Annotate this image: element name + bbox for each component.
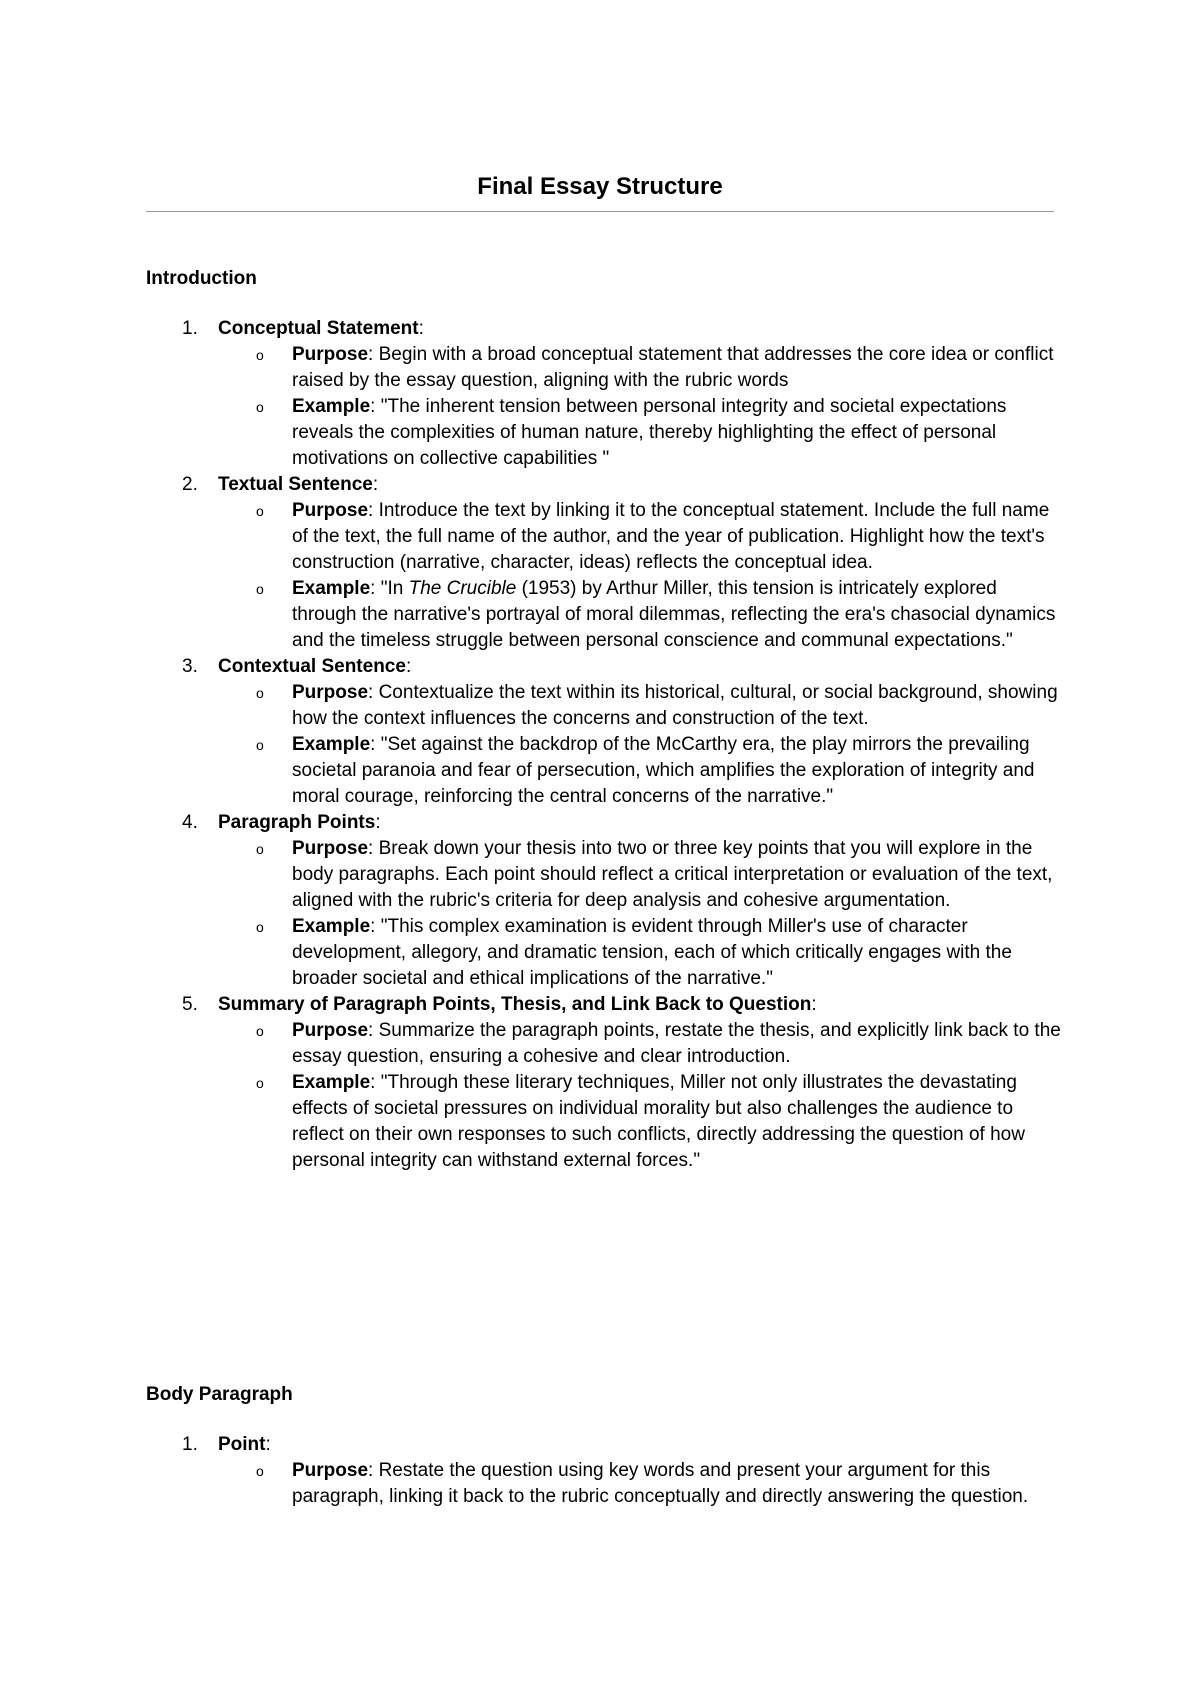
- point-number: 4.: [182, 812, 198, 833]
- sub-list: [146, 342, 1066, 472]
- title-divider: [146, 211, 1054, 212]
- purpose-item: [146, 1458, 1066, 1510]
- example-label: Example: [292, 396, 371, 417]
- purpose-item: [146, 498, 1066, 576]
- sub-list: [146, 836, 1066, 992]
- example-label: Example: [292, 1072, 371, 1093]
- example-item: [146, 732, 1066, 810]
- purpose-item: [146, 1018, 1066, 1070]
- bullet-icon: o: [256, 347, 264, 363]
- point-title: Paragraph Points: [218, 812, 376, 833]
- purpose-label: Purpose: [292, 344, 369, 365]
- example-text: : "The inherent tension between personal integrity and societal expectations reveals the complexities of human nature, thereby highlighting the effect of personal motivations on collective capabilities ": [292, 396, 1007, 469]
- purpose-label: Purpose: [292, 1460, 369, 1481]
- bullet-icon: o: [256, 737, 264, 753]
- point-number: 2.: [182, 474, 198, 495]
- point-colon: :: [375, 812, 381, 833]
- purpose-text: : Restate the question using key words and present your argument for this paragraph, linking it back to the rubric conceptually and directly answering the question.: [292, 1460, 1029, 1507]
- point-colon: :: [265, 1434, 271, 1455]
- point-title: Summary of Paragraph Points, Thesis, and Link Back to Question: [218, 994, 812, 1015]
- list-item: [146, 992, 1066, 1174]
- example-text: : "Through these literary techniques, Miller not only illustrates the devastating effects of societal pressures on individual morality but also challenges the audience to reflect on their own responses to such conflicts, directly addressing the question of how personal integrity can withstand external forces.": [292, 1072, 1025, 1171]
- section-heading-body-paragraph: Body Paragraph: [146, 1384, 293, 1405]
- point-colon: :: [372, 474, 379, 495]
- example-label: Example: [292, 578, 371, 599]
- point-title: Conceptual Statement: [218, 318, 419, 339]
- example-label: Example: [292, 734, 371, 755]
- point-title: Contextual Sentence: [218, 656, 406, 677]
- purpose-item: [146, 342, 1066, 394]
- point-colon: :: [405, 656, 412, 677]
- example-item: [146, 394, 1066, 472]
- bullet-icon: o: [256, 581, 264, 597]
- example-text-before: : "In: [370, 578, 409, 599]
- point-heading: [146, 1432, 1066, 1458]
- point-heading: [146, 810, 1066, 836]
- document-title: Final Essay Structure: [477, 173, 723, 200]
- purpose-label: Purpose: [292, 838, 369, 859]
- section-heading-introduction: Introduction: [146, 268, 257, 289]
- list-item: [146, 316, 1066, 472]
- point-heading: [146, 472, 1066, 498]
- purpose-text: : Summarize the paragraph points, restate the thesis, and explicitly link back to the essay question, ensuring a cohesive and clear introduction.: [292, 1020, 1061, 1067]
- list-item: [146, 472, 1066, 654]
- point-number: 3.: [182, 656, 198, 677]
- point-title: Textual Sentence: [218, 474, 373, 495]
- bullet-icon: o: [256, 1023, 264, 1039]
- point-number: 1.: [182, 318, 198, 339]
- body-paragraph-list: [146, 1432, 1066, 1510]
- point-number: 5.: [182, 994, 198, 1015]
- purpose-label: Purpose: [292, 1020, 369, 1041]
- point-heading: [146, 992, 1066, 1018]
- purpose-text: : Contextualize the text within its historical, cultural, or social background, showing how the context influences the concerns and construction of the text.: [292, 682, 1058, 729]
- sub-list: [146, 1018, 1066, 1174]
- example-label: Example: [292, 916, 371, 937]
- purpose-item: [146, 680, 1066, 732]
- point-colon: :: [811, 994, 817, 1015]
- bullet-icon: o: [256, 685, 264, 701]
- example-text: : "Set against the backdrop of the McCarthy era, the play mirrors the prevailing societal paranoia and fear of persecution, which amplifies the exploration of integrity and moral courage, reinforcing the central concerns of the narrative.": [292, 734, 1035, 807]
- sub-list: [146, 680, 1066, 810]
- example-text: : "This complex examination is evident through Miller's use of character development, allegory, and dramatic tension, each of which critically engages with the broader societal and ethical implications of the narrative.": [292, 916, 1012, 989]
- purpose-label: Purpose: [292, 500, 369, 521]
- bullet-icon: o: [256, 1075, 264, 1091]
- example-item: [146, 1070, 1066, 1174]
- list-item: [146, 1432, 1066, 1510]
- purpose-text: : Begin with a broad conceptual statement that addresses the core idea or conflict raised by the essay question, aligning with the rubric words: [292, 344, 1054, 391]
- example-text-after: (1953) by Arthur Miller, this tension is intricately explored through the narrative's portrayal of moral dilemmas, reflecting the era's chasocial dynamics and the timeless struggle between personal conscience and communal expectations.": [292, 578, 1056, 651]
- example-item: [146, 576, 1066, 654]
- purpose-label: Purpose: [292, 682, 369, 703]
- list-item: [146, 810, 1066, 992]
- point-heading: [146, 654, 1066, 680]
- bullet-icon: o: [256, 399, 264, 415]
- point-title: Point: [218, 1434, 266, 1455]
- example-item: [146, 914, 1066, 992]
- bullet-icon: o: [256, 503, 264, 519]
- sub-list: [146, 498, 1066, 654]
- sub-list: [146, 1458, 1066, 1510]
- purpose-text: : Introduce the text by linking it to the conceptual statement. Include the full name of the text, the full name of the author, and the year of publication. Highlight how the text's construction (narrative, character, ideas) reflects the conceptual idea.: [292, 500, 1050, 573]
- introduction-list: [146, 316, 1066, 1174]
- list-item: [146, 654, 1066, 810]
- purpose-text: : Break down your thesis into two or three key points that you will explore in the body paragraphs. Each point should reflect a critical interpretation or evaluation of the text, aligned with the rubric's criteria for deep analysis and cohesive argumentation.: [292, 838, 1053, 911]
- bullet-icon: o: [256, 1463, 264, 1479]
- bullet-icon: o: [256, 841, 264, 857]
- point-heading: [146, 316, 1066, 342]
- work-title: The Crucible: [408, 578, 517, 599]
- point-number: 1.: [182, 1434, 198, 1455]
- point-colon: :: [418, 318, 424, 339]
- purpose-item: [146, 836, 1066, 914]
- bullet-icon: o: [256, 919, 264, 935]
